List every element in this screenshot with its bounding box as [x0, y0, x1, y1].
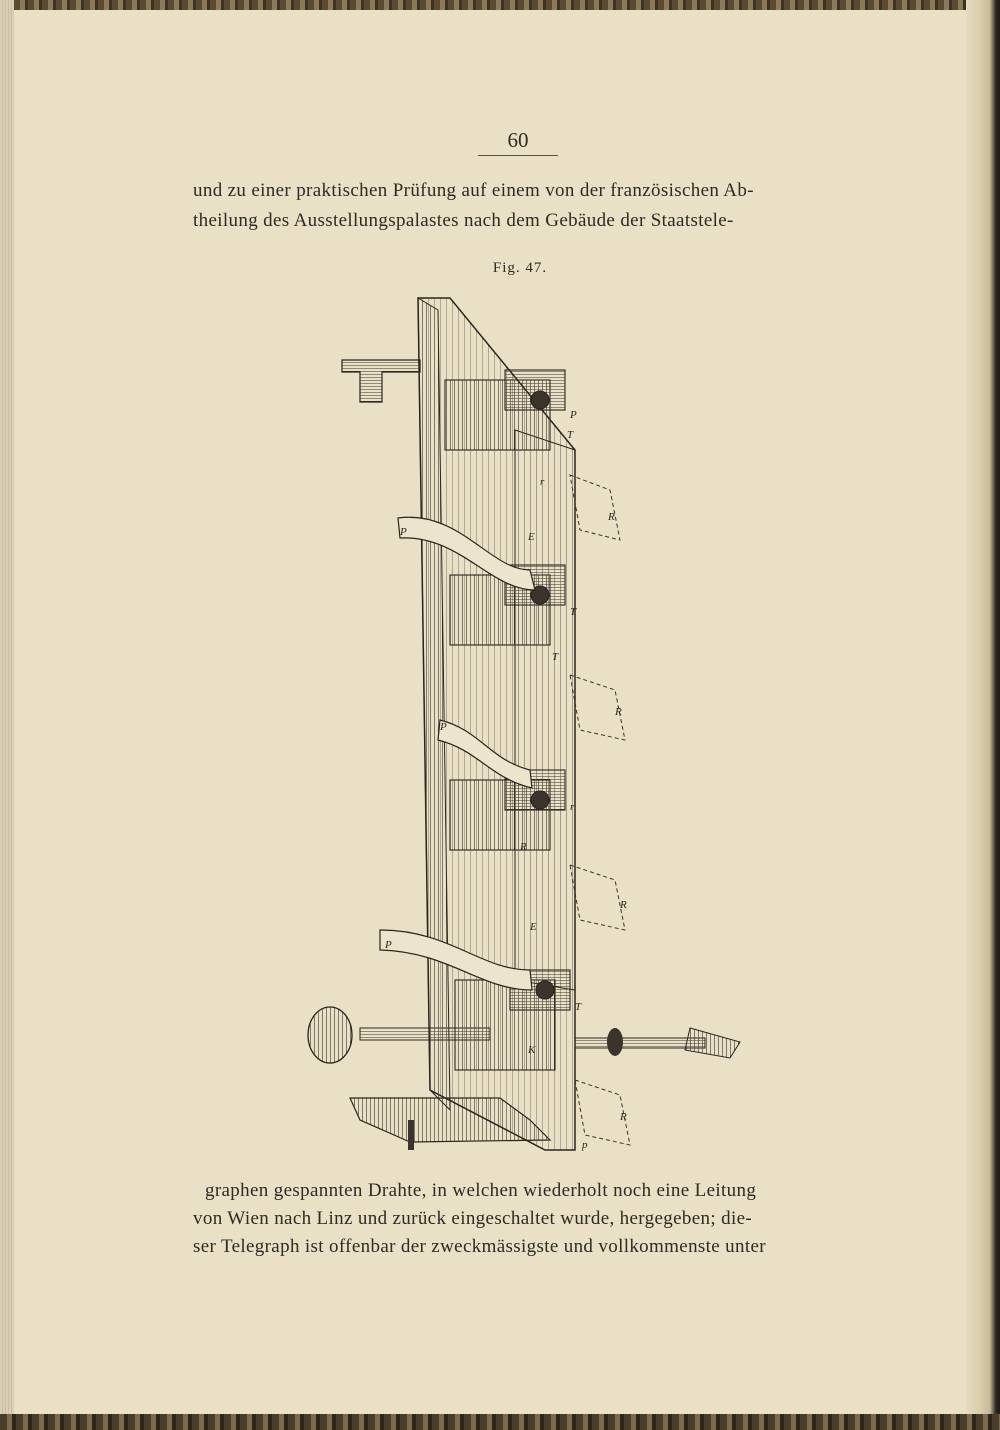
figure-label: r	[540, 476, 545, 488]
telegraph-apparatus-engraving	[290, 290, 760, 1160]
figure-label: E	[530, 921, 537, 933]
figure-label: K	[528, 1044, 536, 1056]
book-edge-left	[0, 0, 14, 1430]
figure-label: R	[520, 841, 527, 853]
book-edge-top	[0, 0, 1000, 10]
text-line: graphen gespannten Drahte, in welchen wiederholt noch eine Leitung	[205, 1180, 757, 1201]
figure-caption: Fig. 47.	[492, 260, 548, 276]
text-line: ser Telegraph ist offenbar der zweckmässigste und vollkommenste unter	[193, 1236, 766, 1257]
book-edge-right	[966, 0, 1000, 1430]
figure-label: E	[528, 531, 535, 543]
text-line: und zu einer praktischen Prüfung auf einem von der französischen Ab-	[193, 180, 754, 201]
figure-label: P	[385, 939, 392, 951]
figure-label: R	[620, 1111, 627, 1123]
text-line: theilung des Ausstellungspalastes nach dem Gebäude der Staatstele-	[193, 210, 734, 231]
figure-label: T	[575, 1001, 582, 1013]
figure-label: T	[570, 606, 577, 618]
figure-label: T	[567, 429, 574, 441]
book-edge-bottom	[0, 1414, 1000, 1430]
figure-label: p	[582, 1139, 588, 1151]
page-number: 60	[507, 128, 529, 152]
figure-label: r	[570, 801, 575, 813]
figure-label: R	[620, 899, 627, 911]
figure-label: R	[615, 706, 622, 718]
figure-label: R	[608, 511, 615, 523]
figure-label: P	[570, 409, 577, 421]
page-number-rule	[478, 155, 558, 156]
figure-label: T	[552, 651, 559, 663]
figure-label: P	[400, 526, 407, 538]
figure-label: P	[440, 721, 447, 733]
text-line: von Wien nach Linz und zurück eingeschaltet wurde, hergegeben; die-	[193, 1208, 753, 1229]
